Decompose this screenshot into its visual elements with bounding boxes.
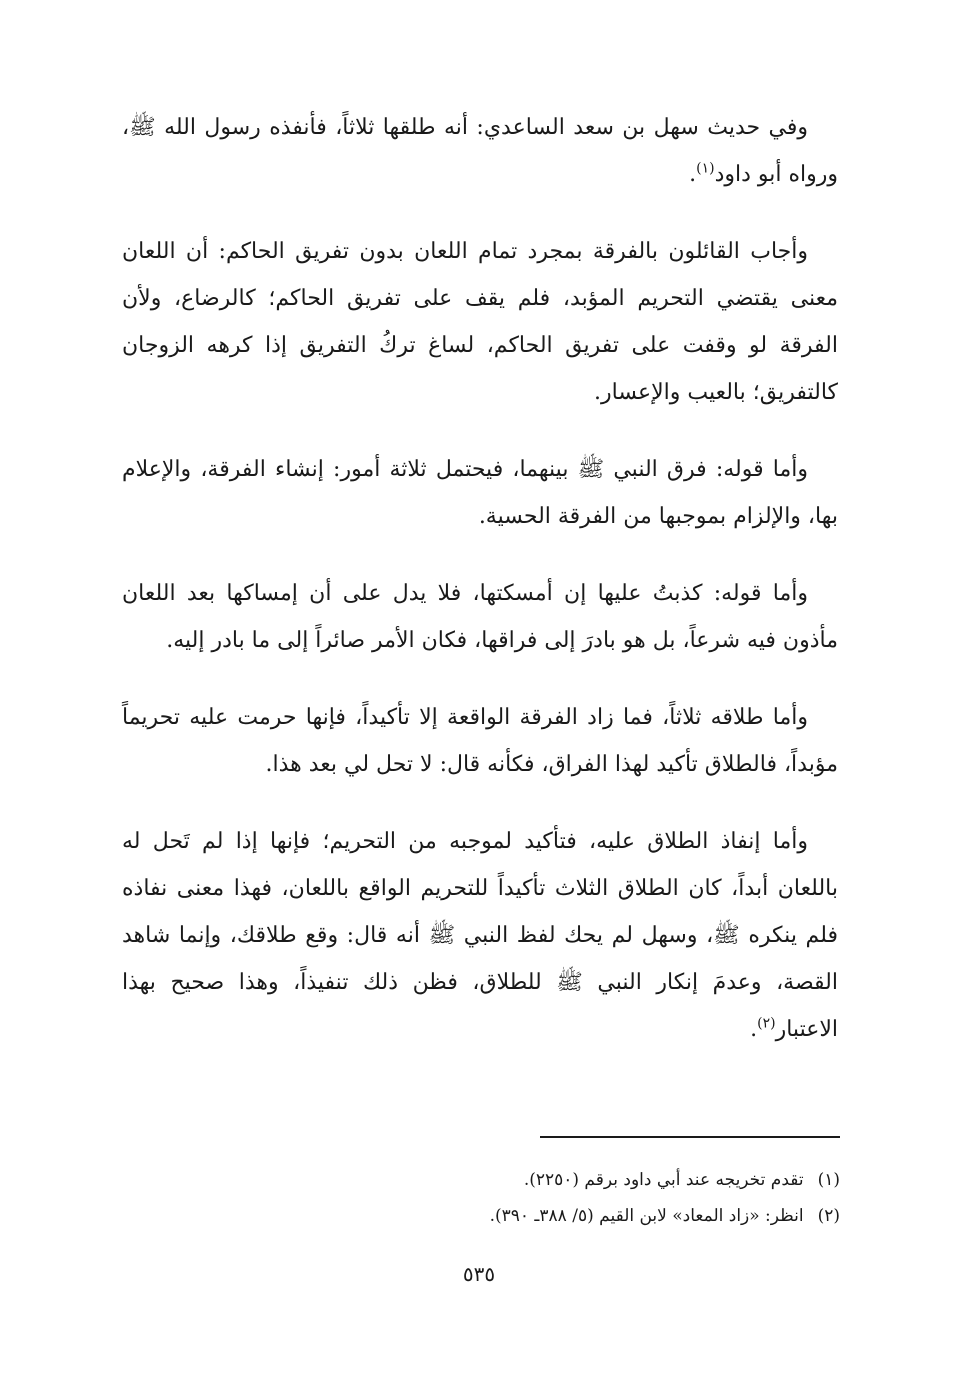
footnote-2-text: انظر: «زاد المعاد» لابن القيم (٥/ ٣٨٨ـ ٣٩٠).: [489, 1206, 804, 1226]
footnote-1-number: (١): [817, 1170, 840, 1190]
footnote-1: [300, 1162, 840, 1198]
footnote-2-number: (٢): [817, 1206, 840, 1226]
footnote-ref-1: (١): [696, 160, 715, 177]
paragraph-6: [122, 818, 838, 1053]
page-number: ٥٣٥: [462, 1262, 496, 1286]
paragraph-4: [122, 570, 838, 664]
footnote-ref-2: (٢): [757, 1015, 776, 1032]
footnote-divider: [540, 1136, 840, 1138]
paragraph-1: [122, 104, 838, 198]
footnote-1-text: تقدم تخريجه عند أبي داود برقم (٢٢٥٠).: [523, 1170, 804, 1190]
main-text: [122, 104, 838, 1083]
paragraph-1-tail: .: [689, 162, 697, 187]
paragraph-3: [122, 446, 838, 540]
paragraph-5: [122, 694, 838, 788]
paragraph-4-text: وأما قوله: كذبتُ عليها إن أمسكتها، فلا يدل على أن إمساكها بعد اللعان مأذون فيه شرعاً، بل هو بادرَ إلى فراقها، فكان الأمر صائراً إلى ما بادر إليه.: [122, 581, 838, 653]
paragraph-1-text: وفي حديث سهل بن سعد الساعدي: أنه طلقها ثلاثاً، فأنفذه رسول الله ﷺ، ورواه أبو داود: [122, 115, 838, 187]
paragraph-6-tail: .: [750, 1017, 758, 1042]
footnote-2: [300, 1198, 840, 1234]
paragraph-2: [122, 228, 838, 416]
paragraph-5-text: وأما طلاقه ثلاثاً، فما زاد الفرقة الواقعة إلا تأكيداً، فإنها حرمت عليه تحريماً مؤبداً، فالطلاق تأكيد لهذا الفراق، فكأنه قال: لا تحل لي بعد هذا.: [122, 705, 838, 777]
paragraph-6-text: وأما إنفاذ الطلاق عليه، فتأكيد لموجبه من التحريم؛ فإنها إذا لم تَحل له باللعان أبداً، كان الطلاق الثلاث تأكيداً للتحريم الواقع باللعان، فهذا معنى نفاذه فلم ينكره ﷺ، وسهل لم يحك لفظ النبي ﷺ أنه قال: وقع طلاقك، وإنما شاهد القصة، وعدمَ إنكار النبي ﷺ للطلاق، فظن ذلك تنفيذاً، وهذا صحيح بهذا الاعتبار: [122, 829, 838, 1042]
footnotes: [300, 1162, 840, 1234]
paragraph-2-text: وأجاب القائلون بالفرقة بمجرد تمام اللعان بدون تفريق الحاكم: أن اللعان معنى يقتضي التحريم المؤبد، فلم يقف على تفريق الحاكم؛ كالرضاع، ولأن الفرقة لو وقفت على تفريق الحاكم، لساغ تركُ التفريق إذا كرهه الزوجان كالتفريق؛ بالعيب والإعسار.: [122, 239, 838, 405]
paragraph-3-text: وأما قوله: فرق النبي ﷺ بينهما، فيحتمل ثلاثة أمور: إنشاء الفرقة، والإعلام بها، والإلزام بموجبها من الفرقة الحسية.: [122, 457, 838, 529]
